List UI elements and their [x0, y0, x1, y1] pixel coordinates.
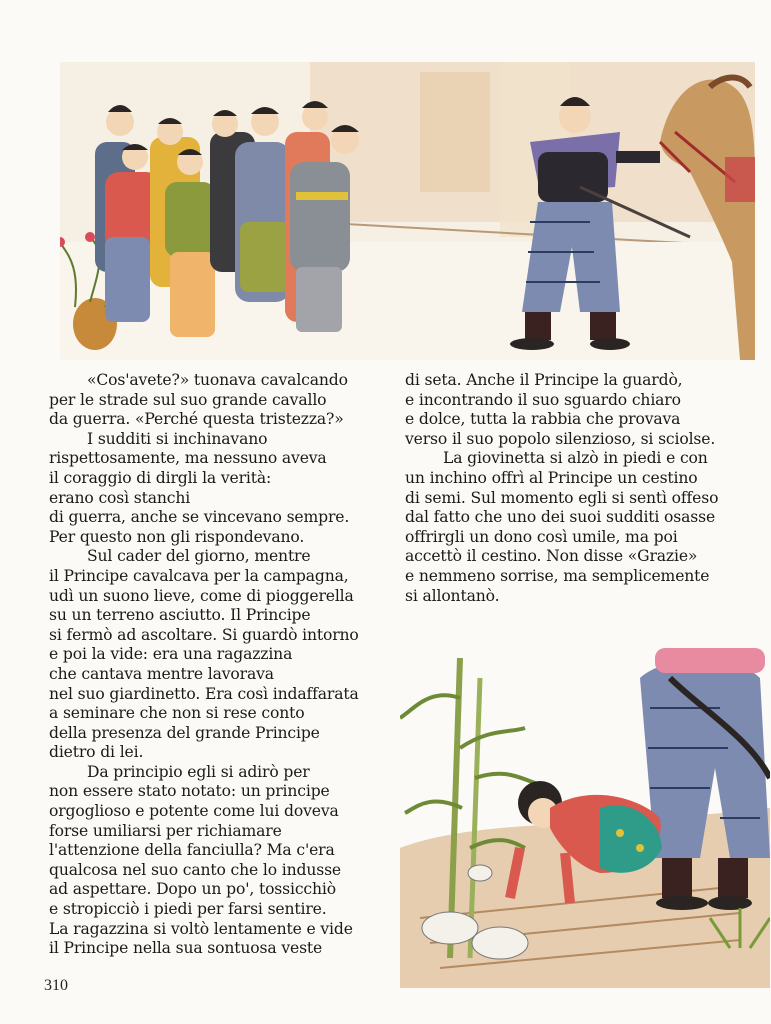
text-line: e stropicciò i piedi per farsi sentire. [49, 900, 327, 919]
text-line: per le strade sul suo grande cavallo [49, 390, 327, 409]
text-line: erano così stanchi [49, 488, 191, 507]
text-line: e nemmeno sorrise, ma semplicemente [405, 566, 710, 585]
text-line: ad aspettare. Dopo un po', tossicchiò [49, 880, 336, 899]
text-line: su un terreno asciutto. Il Principe [49, 606, 311, 625]
text-column-left [49, 371, 394, 959]
text-line: e incontrando il suo sguardo chiaro [405, 390, 681, 409]
text-line: I sudditi si inchinavano [87, 429, 268, 448]
text-line: di semi. Sul momento egli si sentì offeso [405, 488, 719, 507]
text-line: si allontanò. [405, 586, 500, 605]
illustration-top-drawing [60, 62, 755, 360]
text-line: dal fatto che uno dei suoi sudditi osasse [405, 508, 716, 527]
text-line: di seta. Anche il Principe la guardò, [405, 371, 683, 389]
text-line: che cantava mentre lavorava [49, 664, 274, 683]
text-line: da guerra. «Perché questa tristezza?» [49, 410, 344, 429]
text-line: e poi la vide: era una ragazzina [49, 645, 293, 664]
text-line: «Cos'avete?» tuonava cavalcando [87, 371, 348, 389]
illustration-girl-sowing-seeds [400, 618, 770, 988]
text-line: verso il suo popolo silenzioso, si sciolse. [405, 429, 716, 448]
text-line: forse umiliarsi per richiamare [49, 821, 282, 840]
illustration-bottom-drawing [400, 618, 770, 988]
text-line: udì un suono lieve, come di pioggerella [49, 586, 354, 605]
illustration-villagers-and-prince [60, 62, 755, 360]
text-line: di guerra, anche se vincevano sempre. [49, 508, 350, 527]
page-number: 310 [44, 977, 68, 994]
text-line: qualcosa nel suo canto che lo indusse [49, 860, 342, 879]
text-line: La giovinetta si alzò in piedi e con [443, 449, 708, 468]
text-column-right [405, 371, 755, 606]
text-line: e dolce, tutta la rabbia che provava [405, 410, 681, 429]
text-line: Da principio egli si adirò per [87, 762, 310, 781]
text-line: La ragazzina si voltò lentamente e vide [49, 919, 353, 938]
text-line: a seminare che non si rese conto [49, 704, 305, 723]
text-line: della presenza del grande Principe [49, 723, 320, 742]
text-line: Per questo non gli rispondevano. [49, 527, 305, 546]
text-line: un inchino offrì al Principe un cestino [405, 468, 698, 487]
text-line: il Principe cavalcava per la campagna, [49, 566, 349, 585]
text-line: si fermò ad ascoltare. Si guardò intorno [49, 625, 359, 644]
text-line: orgoglioso e potente come lui doveva [49, 802, 339, 821]
text-line: dietro di lei. [49, 743, 144, 762]
text-line: il coraggio di dirgli la verità: [49, 468, 272, 487]
text-line: rispettosamente, ma nessuno aveva [49, 449, 327, 468]
text-line: non essere stato notato: un principe [49, 782, 330, 801]
text-line: Sul cader del giorno, mentre [87, 547, 311, 566]
text-line: accettò il cestino. Non disse «Grazie» [405, 547, 698, 566]
text-line: il Principe nella sua sontuosa veste [49, 939, 323, 958]
text-line: l'attenzione della fanciulla? Ma c'era [49, 841, 335, 860]
text-line: nel suo giardinetto. Era così indaffarata [49, 684, 359, 703]
text-line: offrirgli un dono così umile, ma poi [405, 527, 678, 546]
